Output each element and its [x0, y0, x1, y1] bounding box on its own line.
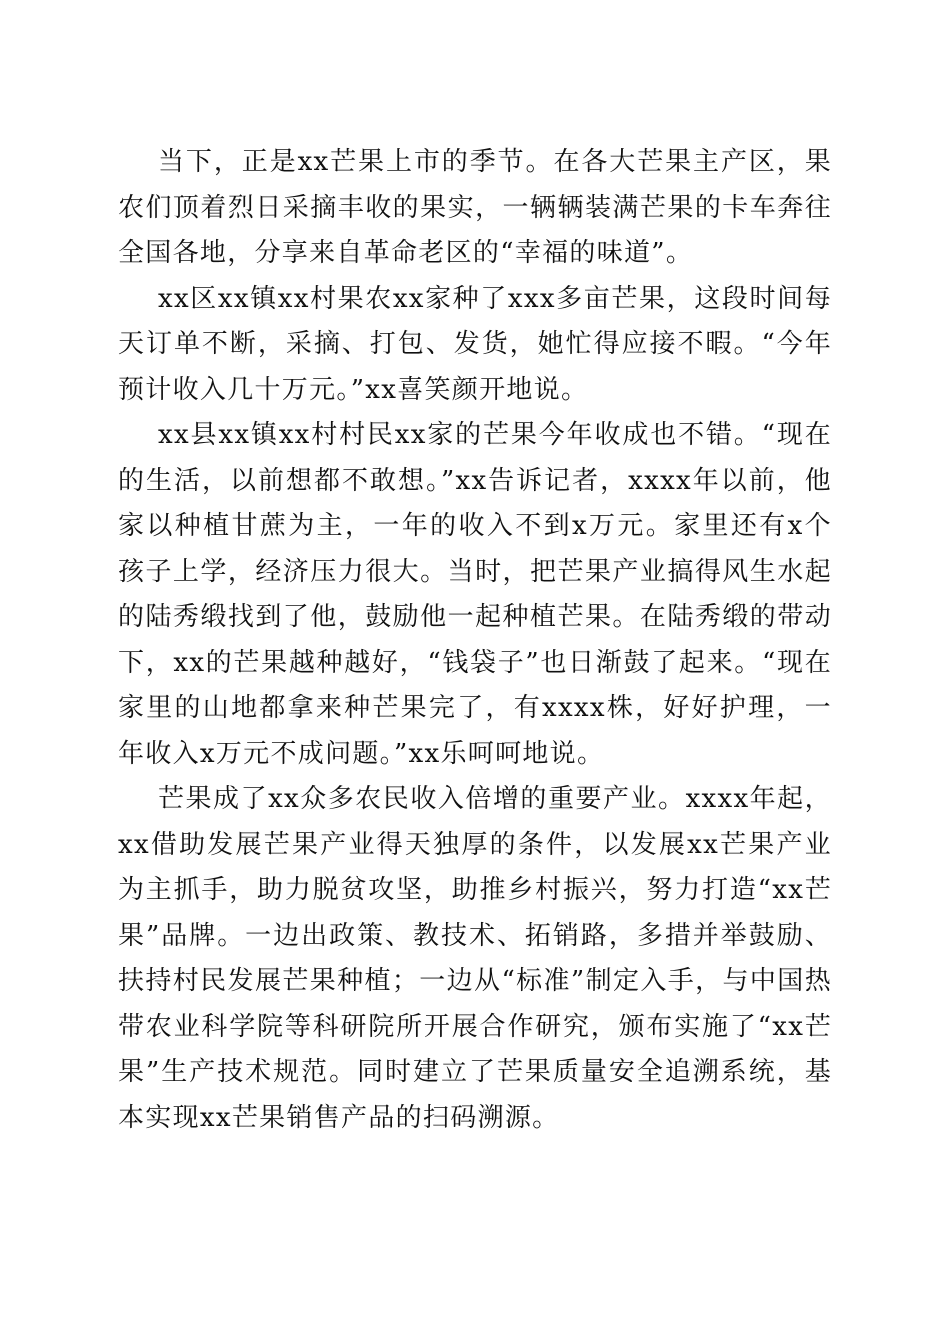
- document-body: [118, 140, 832, 1141]
- paragraph-2: xx区xx镇xx村果农xx家种了xxx多亩芒果，这段时间每天订单不断，采摘、打包、发货，她忙得应接不暇。“今年预计收入几十万元。”xx喜笑颜开地说。: [118, 283, 832, 405]
- paragraph-1: 当下，正是xx芒果上市的季节。在各大芒果主产区，果农们顶着烈日采摘丰收的果实，一辆辆装满芒果的卡车奔往全国各地，分享来自革命老区的“幸福的味道”。: [118, 147, 832, 268]
- paragraph-4: 芒果成了xx众多农民收入倍增的重要产业。xxxx年起，xx借助发展芒果产业得天独厚的条件，以发展xx芒果产业为主抓手，助力脱贫攻坚，助推乡村振兴，努力打造“xx芒果”品牌。一边出政策、教技术、拓销路，多措并举鼓励、扶持村民发展芒果种植；一边从“标准”制定入手，与中国热带农业科学院等科研院所开展合作研究，颁布实施了“xx芒果”生产技术规范。同时建立了芒果质量安全追溯系统，基本实现xx芒果销售产品的扫码溯源。: [118, 784, 832, 1133]
- paragraph-3: xx县xx镇xx村村民xx家的芒果今年收成也不错。“现在的生活，以前想都不敢想。”xx告诉记者，xxxx年以前，他家以种植甘蔗为主，一年的收入不到x万元。家里还有x个孩子上学，经济压力很大。当时，把芒果产业搞得风生水起的陆秀缎找到了他，鼓励他一起种植芒果。在陆秀缎的带动下，xx的芒果越种越好，“钱袋子”也日渐鼓了起来。“现在家里的山地都拿来种芒果完了，有xxxx株，好好护理，一年收入x万元不成问题。”xx乐呵呵地说。: [118, 420, 832, 769]
